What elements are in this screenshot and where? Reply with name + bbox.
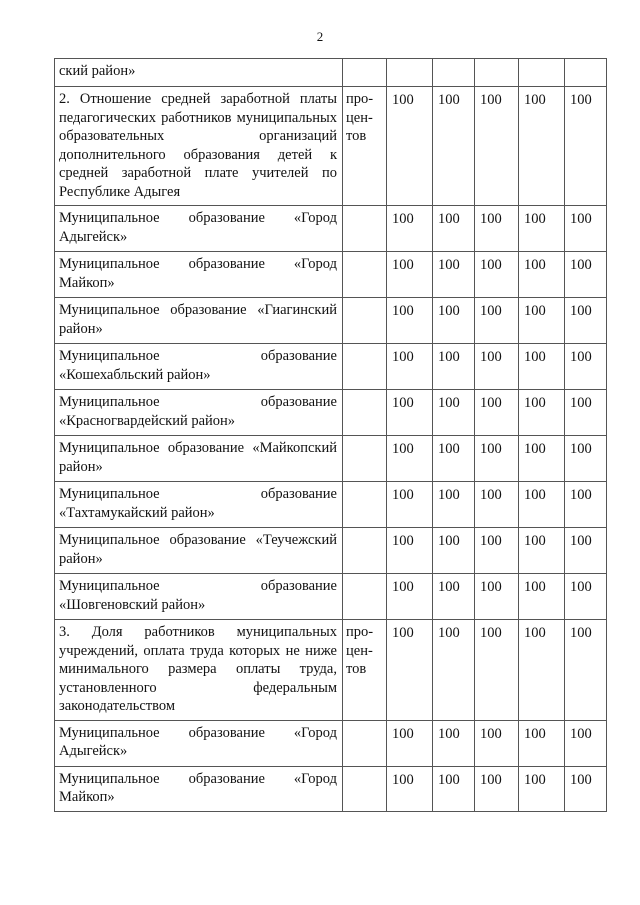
value-cell: 100 <box>433 390 475 436</box>
value-cell: 100 <box>565 528 607 574</box>
unit-cell <box>343 574 387 620</box>
indicator-name-cell: ский район» <box>55 59 343 87</box>
value-cell: 100 <box>565 252 607 298</box>
indicator-name-cell: Муниципальное образование «Город Майкоп» <box>55 252 343 298</box>
value-cell: 100 <box>387 390 433 436</box>
indicator-name-cell: Муниципальное образование «Город Майкоп» <box>55 766 343 811</box>
unit-cell <box>343 59 387 87</box>
value-cell: 100 <box>387 528 433 574</box>
value-cell: 100 <box>519 436 565 482</box>
table-row <box>55 344 607 390</box>
indicator-name-cell: Муниципальное образование «Красногвардейский район» <box>55 390 343 436</box>
table-row <box>55 766 607 811</box>
value-cell: 100 <box>387 720 433 766</box>
value-cell: 100 <box>433 574 475 620</box>
value-cell: 100 <box>519 87 565 206</box>
table-row <box>55 482 607 528</box>
unit-cell <box>343 252 387 298</box>
indicator-name-cell: Муниципальное образование «Город Адыгейск» <box>55 720 343 766</box>
value-cell: 100 <box>565 344 607 390</box>
value-cell: 100 <box>565 87 607 206</box>
value-cell: 100 <box>565 720 607 766</box>
value-cell: 100 <box>387 766 433 811</box>
unit-cell <box>343 390 387 436</box>
value-cell <box>519 59 565 87</box>
table-row <box>55 436 607 482</box>
indicator-name-cell: Муниципальное образование «Кошехабльский район» <box>55 344 343 390</box>
value-cell: 100 <box>475 390 519 436</box>
value-cell: 100 <box>475 87 519 206</box>
table-row <box>55 574 607 620</box>
value-cell: 100 <box>433 720 475 766</box>
value-cell: 100 <box>475 298 519 344</box>
table-row <box>55 298 607 344</box>
value-cell: 100 <box>519 298 565 344</box>
value-cell: 100 <box>565 390 607 436</box>
table-row <box>55 59 607 87</box>
table-row <box>55 390 607 436</box>
page-number: 2 <box>316 29 324 44</box>
table-row <box>55 87 607 206</box>
value-cell: 100 <box>433 252 475 298</box>
unit-cell <box>343 436 387 482</box>
value-cell <box>433 59 475 87</box>
value-cell: 100 <box>433 344 475 390</box>
value-cell: 100 <box>433 87 475 206</box>
value-cell: 100 <box>387 206 433 252</box>
value-cell: 100 <box>433 436 475 482</box>
value-cell: 100 <box>565 620 607 721</box>
unit-cell: про- цен- тов <box>343 87 387 206</box>
unit-cell <box>343 344 387 390</box>
value-cell: 100 <box>475 620 519 721</box>
value-cell: 100 <box>475 482 519 528</box>
value-cell: 100 <box>433 766 475 811</box>
value-cell <box>387 59 433 87</box>
value-cell: 100 <box>433 528 475 574</box>
value-cell: 100 <box>519 720 565 766</box>
unit-cell: про- цен- тов <box>343 620 387 721</box>
value-cell: 100 <box>475 574 519 620</box>
value-cell: 100 <box>433 620 475 721</box>
value-cell: 100 <box>475 252 519 298</box>
value-cell: 100 <box>565 482 607 528</box>
unit-cell <box>343 720 387 766</box>
value-cell: 100 <box>475 766 519 811</box>
value-cell: 100 <box>433 206 475 252</box>
indicator-name-cell: Муниципальное образование «Теучежский район» <box>55 528 343 574</box>
value-cell: 100 <box>565 206 607 252</box>
indicator-name-cell: 2. Отношение средней заработной платы педагогических работников муниципальных образовательных организаций дополнительного образования детей к средней заработной плате учителей по Республике Адыгея <box>55 87 343 206</box>
indicator-name-cell: Муниципальное образование «Тахтамукайский район» <box>55 482 343 528</box>
value-cell: 100 <box>519 252 565 298</box>
value-cell: 100 <box>475 344 519 390</box>
value-cell <box>475 59 519 87</box>
table-row <box>55 252 607 298</box>
unit-cell <box>343 528 387 574</box>
table-row <box>55 206 607 252</box>
value-cell: 100 <box>519 390 565 436</box>
value-cell: 100 <box>475 436 519 482</box>
table-row <box>55 720 607 766</box>
value-cell: 100 <box>475 206 519 252</box>
value-cell: 100 <box>565 436 607 482</box>
value-cell <box>565 59 607 87</box>
value-cell: 100 <box>387 252 433 298</box>
value-cell: 100 <box>565 766 607 811</box>
value-cell: 100 <box>475 528 519 574</box>
value-cell: 100 <box>565 574 607 620</box>
indicator-name-cell: Муниципальное образование «Город Адыгейск» <box>55 206 343 252</box>
value-cell: 100 <box>519 528 565 574</box>
value-cell: 100 <box>387 344 433 390</box>
value-cell: 100 <box>519 206 565 252</box>
value-cell: 100 <box>387 574 433 620</box>
value-cell: 100 <box>387 436 433 482</box>
unit-cell <box>343 766 387 811</box>
value-cell: 100 <box>433 298 475 344</box>
value-cell: 100 <box>387 87 433 206</box>
value-cell: 100 <box>519 766 565 811</box>
value-cell: 100 <box>565 298 607 344</box>
value-cell: 100 <box>387 482 433 528</box>
indicators-table <box>54 58 607 812</box>
value-cell: 100 <box>433 482 475 528</box>
value-cell: 100 <box>475 720 519 766</box>
value-cell: 100 <box>387 620 433 721</box>
value-cell: 100 <box>387 298 433 344</box>
indicator-name-cell: 3. Доля работников муниципальных учреждений, оплата труда которых не ниже минимального размера оплаты труда, установленного федеральным законодательством <box>55 620 343 721</box>
table-row <box>55 620 607 721</box>
value-cell: 100 <box>519 574 565 620</box>
value-cell: 100 <box>519 620 565 721</box>
value-cell: 100 <box>519 482 565 528</box>
indicator-name-cell: Муниципальное образование «Шовгеновский район» <box>55 574 343 620</box>
unit-cell <box>343 206 387 252</box>
unit-cell <box>343 482 387 528</box>
indicator-name-cell: Муниципальное образование «Гиагинский район» <box>55 298 343 344</box>
table-row <box>55 528 607 574</box>
indicator-name-cell: Муниципальное образование «Майкопский район» <box>55 436 343 482</box>
table-body <box>55 59 607 812</box>
unit-cell <box>343 298 387 344</box>
value-cell: 100 <box>519 344 565 390</box>
